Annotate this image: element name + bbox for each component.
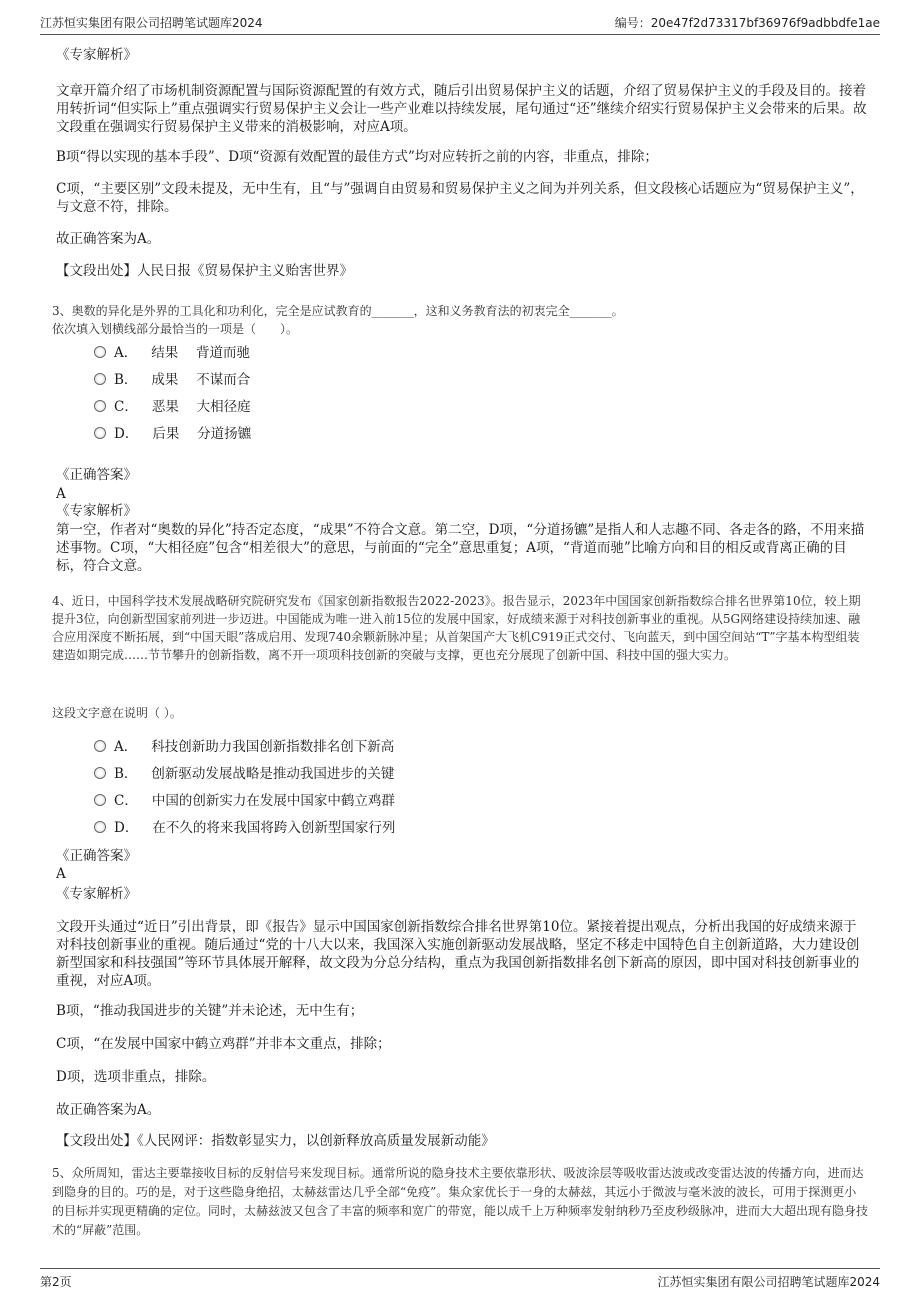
- radio-button[interactable]: [94, 821, 106, 833]
- radio-button[interactable]: [94, 346, 106, 358]
- option-letter: D．: [114, 426, 139, 442]
- q2-analysis-title: 《专家解析》: [56, 47, 137, 63]
- q4-answer-title: 《正确答案》: [56, 848, 137, 864]
- page-number: 第2页: [40, 1275, 72, 1289]
- q3-option-b[interactable]: [94, 371, 250, 389]
- option-text: 后果 分道扬镳: [152, 426, 252, 442]
- q2-source: 【文段出处】人民日报《贸易保护主义贻害世界》: [56, 263, 353, 279]
- footer-title: 江苏恒实集团有限公司招聘笔试题库2024: [657, 1275, 880, 1289]
- header-doc-id: 编号：20e47f2d73317bf36976f9adbbdfe1ae: [614, 16, 880, 30]
- q4-answer: A: [56, 866, 66, 882]
- option-text: 在不久的将来我国将跨入创新型国家行列: [152, 820, 396, 836]
- q3-analysis: 第一空，作者对“奥数的异化”持否定态度，“成果”不符合文意。第二空，D项，“分道扬镳”是指人和人志趣不同、各走各的路，不用来描述事物。C项，“大相径庭”包含“相差很大”的意思，与前面的“完全”意思重复；A项，“背道而驰”比喻方向和目的相反或背离正确的目标，符合文意。: [56, 522, 865, 574]
- q3-analysis-title: 《专家解析》: [56, 503, 137, 519]
- q4-analysis-paragraph-1: 文段开头通过“近日”引出背景，即《报告》显示中国国家创新指数综合排名世界第10位。紧接着提出观点，分析出我国的好成绩来源于对科技创新事业的重视。随后通过“党的十八大以来，我国深入实施创新驱动发展战略，坚定不移走中国特色自主创新道路，大力建设创新型国家和科技强国”等环节具体展开解释，故文段为分总分结构，重点为我国创新指数排名创下新高的原因，即中国对科技创新事业的重视，对应A项。: [56, 919, 860, 989]
- q4-answer-line: 故正确答案为A。: [56, 1102, 161, 1118]
- option-text: 结果 背道而驰: [151, 345, 251, 361]
- radio-button[interactable]: [94, 400, 106, 412]
- q3-answer-title: 《正确答案》: [56, 467, 137, 483]
- header-title: 江苏恒实集团有限公司招聘笔试题库2024: [40, 16, 263, 30]
- q3-stem: 3、奥数的异化是外界的工具化和功利化，完全是应试教育的_______，这和义务教育法的初衷完全_______。: [52, 304, 624, 318]
- q2-answer-line: 故正确答案为A。: [56, 231, 161, 247]
- option-text: 科技创新助力我国创新指数排名创下新高: [151, 739, 395, 755]
- option-letter: C．: [114, 399, 138, 415]
- q4-analysis-paragraph-2: B项，“推动我国进步的关键”并未论述，无中生有；: [56, 1003, 364, 1019]
- option-text: 创新驱动发展战略是推动我国进步的关键: [151, 766, 395, 782]
- option-letter: D．: [114, 820, 139, 836]
- q4-option-c[interactable]: [94, 792, 395, 810]
- q3-answer: A: [56, 486, 66, 502]
- option-letter: B．: [114, 372, 138, 388]
- q3-option-a[interactable]: [94, 344, 250, 362]
- q4-question: 这段文字意在说明（ ）。: [52, 706, 182, 720]
- q4-option-b[interactable]: [94, 765, 394, 783]
- option-letter: A．: [114, 739, 138, 755]
- radio-button[interactable]: [94, 767, 106, 779]
- q3-option-c[interactable]: [94, 398, 251, 416]
- q4-analysis-paragraph-3: C项，“在发展中国家中鹤立鸡群”并非本文重点，排除；: [56, 1036, 391, 1052]
- page-footer: [40, 1268, 880, 1293]
- radio-button[interactable]: [94, 373, 106, 385]
- option-letter: C．: [114, 793, 138, 809]
- page-header: [40, 12, 880, 35]
- q2-analysis-paragraph-3: C项，“主要区别”文段未提及，无中生有，且“与”强调自由贸易和贸易保护主义之间为并列关系，但文段核心话题应为“贸易保护主义”，与文意不符，排除。: [56, 181, 864, 215]
- radio-button[interactable]: [94, 794, 106, 806]
- radio-button[interactable]: [94, 427, 106, 439]
- q4-stem: 4、近日，中国科学技术发展战略研究院研究发布《国家创新指数报告2022-2023》。报告显示，2023年中国国家创新指数综合排名世界第10位，较上期提升3位，向创新型国家前列进一步迈进。中国能成为唯一进入前15位的发展中国家，好成绩来源于对科技创新事业的重视。从5G网络建设持续加速、融合应用深度不断拓展，到“中国天眼”落成启用、发现740余颗新脉冲星；从首架国产大飞机C919正式交付、飞向蓝天，到中国空间站“T”字基本构型组装建造如期完成……节节攀升的创新指数，离不开一项项科技创新的突破与支撑，更也充分展现了创新中国、科技中国的强大实力。: [52, 594, 861, 662]
- q4-analysis-paragraph-4: D项，选项非重点，排除。: [56, 1069, 216, 1085]
- option-text: 恶果 大相径庭: [151, 399, 251, 415]
- q2-analysis-paragraph-2: B项“得以实现的基本手段”、D项“资源有效配置的最佳方式”均对应转折之前的内容，非重点，排除；: [56, 149, 658, 165]
- q4-analysis-title: 《专家解析》: [56, 886, 137, 902]
- option-text: 成果 不谋而合: [151, 372, 251, 388]
- q3-instruction: 依次填入划横线部分最恰当的一项是（ ）。: [52, 322, 299, 336]
- q5-stem: 5、众所周知，雷达主要靠接收目标的反射信号来发现目标。通常所说的隐身技术主要依靠形状、吸波涂层等吸收雷达波或改变雷达波的传播方向，进而达到隐身的目的。巧的是，对于这些隐身绝招，太赫兹雷达几乎全部“免疫”。集众家优长于一身的太赫兹，其远小于微波与毫米波的波长，可用于探测更小的目标并实现更精确的定位。同时，太赫兹波又包含了丰富的频率和宽广的带宽，能以成千上万种频率发射纳秒乃至皮秒级脉冲，进而大大超出现有隐身技术的“屏蔽”范围。: [52, 1166, 869, 1237]
- q4-option-d[interactable]: [94, 819, 395, 837]
- q3-option-d[interactable]: [94, 425, 251, 443]
- q4-option-a[interactable]: [94, 738, 394, 756]
- radio-button[interactable]: [94, 740, 106, 752]
- option-letter: B．: [114, 766, 138, 782]
- option-text: 中国的创新实力在发展中国家中鹤立鸡群: [151, 793, 395, 809]
- q4-source: 【文段出处】《人民网评：指数彰显实力，以创新释放高质量发展新动能》: [56, 1133, 495, 1149]
- q2-analysis-paragraph-1: 文章开篇介绍了市场机制资源配置与国际资源配置的有效方式，随后引出贸易保护主义的话题，介绍了贸易保护主义的手段及目的。接着用转折词“但实际上”重点强调实行贸易保护主义会让一些产业难以持续发展，尾句通过“还”继续介绍实行贸易保护主义会带来的后果。故文段重在强调实行贸易保护主义带来的消极影响，对应A项。: [56, 83, 867, 135]
- option-letter: A．: [114, 345, 138, 361]
